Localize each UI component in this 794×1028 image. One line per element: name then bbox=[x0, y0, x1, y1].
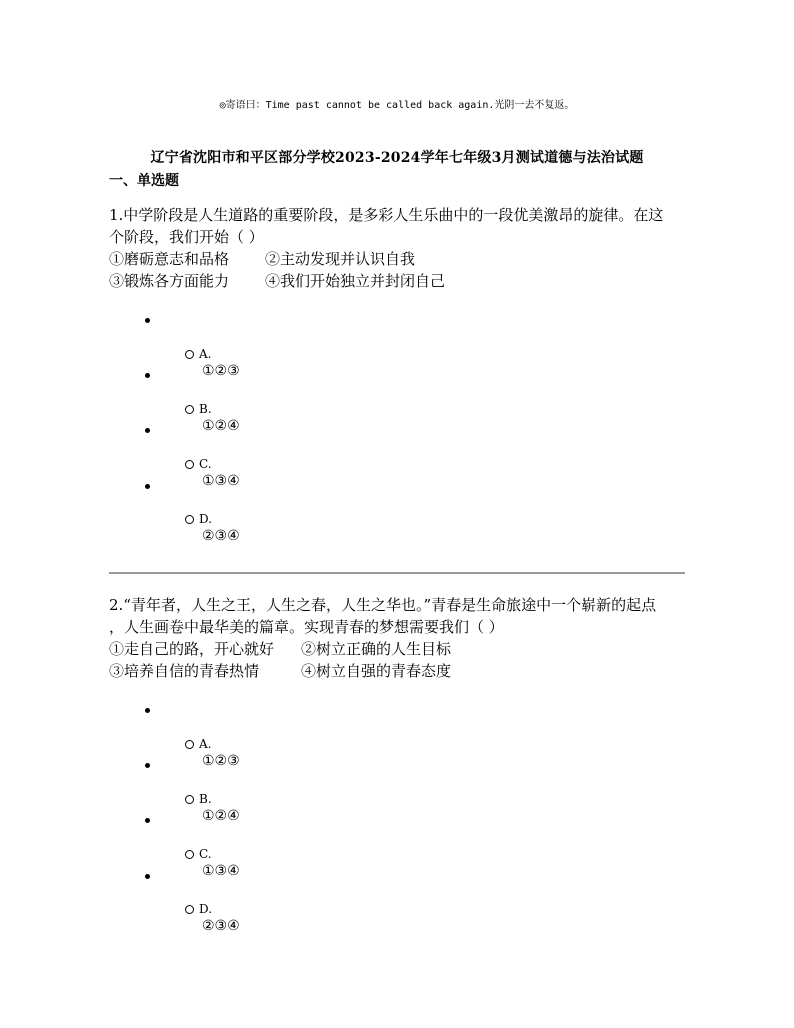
radio-circle-icon[interactable] bbox=[185, 405, 194, 414]
radio-circle-icon[interactable] bbox=[185, 350, 194, 359]
question-2 bbox=[109, 594, 689, 934]
question-stem-line: 1.中学阶段是人生道路的重要阶段，是多彩人生乐曲中的一段优美激昂的旋律。在这 bbox=[109, 206, 664, 224]
question-stem-line: 个阶段，我们开始（ ） bbox=[109, 228, 264, 246]
option-a[interactable] bbox=[185, 736, 240, 770]
statement-row bbox=[109, 660, 689, 682]
option-b[interactable] bbox=[185, 401, 240, 435]
radio-circle-icon[interactable] bbox=[185, 795, 194, 804]
radio-circle-icon[interactable] bbox=[185, 905, 194, 914]
bullet-icon bbox=[145, 318, 150, 323]
statement: ③培养自信的青春热情 bbox=[109, 662, 260, 680]
document-title: 辽宁省沈阳市和平区部分学校2023-2024学年七年级3月测试道德与法治试题 bbox=[150, 150, 644, 166]
radio-circle-icon[interactable] bbox=[185, 515, 194, 524]
option-a[interactable] bbox=[185, 346, 240, 380]
statement: ④我们开始独立并封闭自己 bbox=[265, 272, 446, 290]
bullet-icon bbox=[145, 818, 150, 823]
question-1 bbox=[109, 204, 689, 544]
bullet-icon bbox=[145, 428, 150, 433]
statement: ④树立自强的青春态度 bbox=[301, 662, 452, 680]
option-text: ①②③ bbox=[202, 363, 240, 379]
option-d[interactable] bbox=[185, 511, 240, 545]
option-b[interactable] bbox=[185, 791, 240, 825]
radio-circle-icon[interactable] bbox=[185, 850, 194, 859]
radio-circle-icon[interactable] bbox=[185, 740, 194, 749]
statement: ②主动发现并认识自我 bbox=[265, 250, 416, 268]
option-letter: D. bbox=[199, 902, 213, 916]
option-letter: B. bbox=[199, 792, 212, 806]
statement: ①磨砺意志和品格 bbox=[109, 250, 230, 268]
option-d[interactable] bbox=[185, 901, 240, 935]
option-c[interactable] bbox=[185, 456, 240, 490]
option-text: ①②③ bbox=[202, 753, 240, 769]
divider bbox=[109, 572, 685, 574]
statement: ①走自己的路，开心就好 bbox=[109, 640, 275, 658]
statement-row bbox=[109, 270, 689, 292]
bullet-icon bbox=[145, 763, 150, 768]
option-letter: C. bbox=[199, 457, 212, 471]
option-letter: A. bbox=[199, 737, 212, 751]
bullet-icon bbox=[145, 874, 150, 879]
option-list bbox=[109, 682, 689, 934]
question-stem-line: 2.“青年者，人生之王，人生之春，人生之华也。”青春是生命旅途中一个崭新的起点 bbox=[109, 596, 657, 614]
option-c[interactable] bbox=[185, 846, 240, 880]
option-letter: A. bbox=[199, 347, 212, 361]
statement-row bbox=[109, 638, 689, 660]
option-text: ②③④ bbox=[202, 528, 240, 544]
header-quote: ◎寄语曰：Time past cannot be called back again.光阴一去不复返。 bbox=[219, 100, 575, 111]
option-letter: B. bbox=[199, 402, 212, 416]
bullet-icon bbox=[145, 484, 150, 489]
statement-row bbox=[109, 248, 689, 270]
option-text: ①③④ bbox=[202, 863, 240, 879]
option-text: ①②④ bbox=[202, 808, 240, 824]
statement: ③锻炼各方面能力 bbox=[109, 272, 230, 290]
bullet-icon bbox=[145, 373, 150, 378]
section-heading: 一、单选题 bbox=[109, 173, 179, 189]
option-text: ①②④ bbox=[202, 418, 240, 434]
statement: ②树立正确的人生目标 bbox=[301, 640, 452, 658]
radio-circle-icon[interactable] bbox=[185, 460, 194, 469]
bullet-icon bbox=[145, 708, 150, 713]
option-letter: C. bbox=[199, 847, 212, 861]
option-text: ②③④ bbox=[202, 918, 240, 934]
option-text: ①③④ bbox=[202, 473, 240, 489]
option-letter: D. bbox=[199, 512, 213, 526]
question-stem-line: ，人生画卷中最华美的篇章。实现青春的梦想需要我们（ ） bbox=[109, 618, 504, 636]
option-list bbox=[109, 292, 689, 544]
